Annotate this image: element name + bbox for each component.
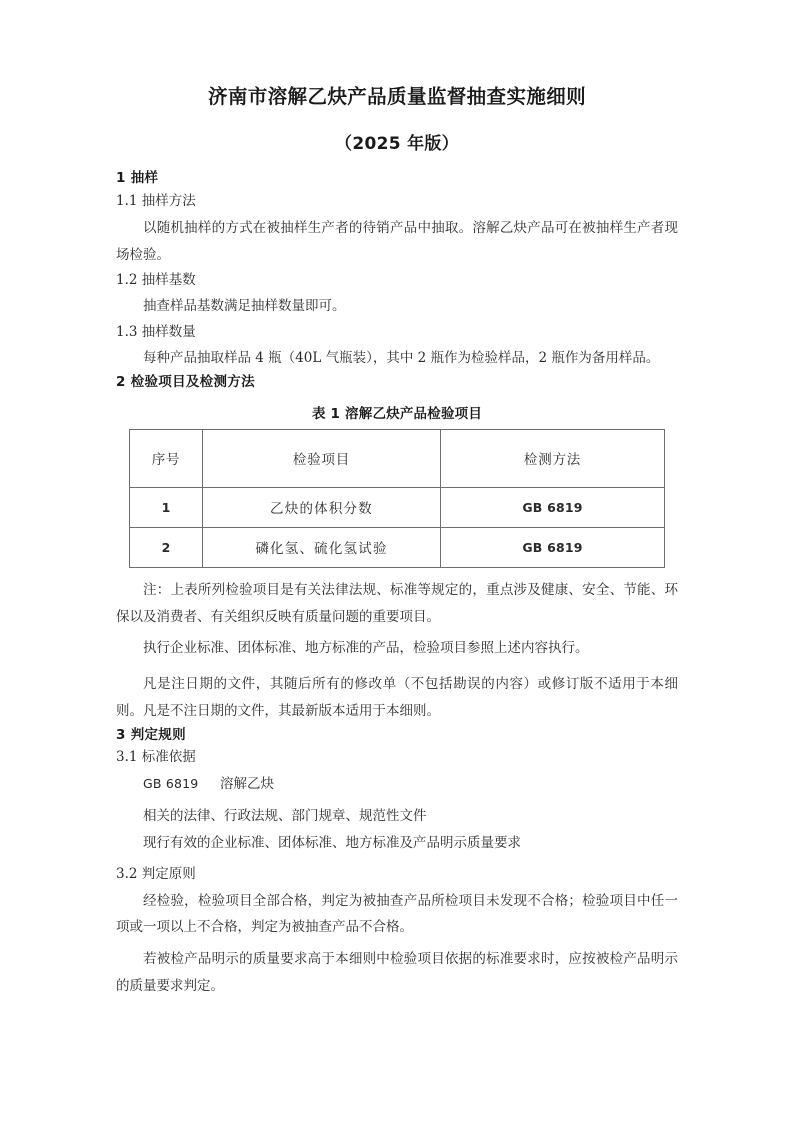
page-title: 济南市溶解乙炔产品质量监督抽查实施细则 — [207, 85, 587, 108]
table-header-row — [130, 429, 665, 487]
subsection-heading-sampling-base: 1.2 抽样基数 — [116, 272, 196, 289]
table-cell-item: 乙炔的体积分数 — [203, 487, 441, 527]
paragraph-enterprise-standard-note: 执行企业标准、团体标准、地方标准的产品，检验项目参照上述内容执行。 — [143, 640, 589, 657]
table-cell-index: 1 — [130, 487, 203, 527]
section-heading-sampling: 1 抽样 — [116, 170, 159, 187]
paragraph-sampling-base: 抽查样品基数满足抽样数量即可。 — [143, 297, 346, 314]
table-header-cell-index: 序号 — [130, 429, 203, 487]
spacer — [116, 154, 678, 168]
table-cell-method: GB 6819 — [441, 487, 665, 527]
basis-line-laws: 相关的法律、行政法规、部门规章、规范性文件 — [143, 808, 427, 825]
basis-line-standards: 现行有效的企业标准、团体标准、地方标准及产品明示质量要求 — [143, 835, 521, 852]
table-cell-index: 2 — [130, 527, 203, 567]
page-subtitle: （2025 年版） — [335, 134, 459, 155]
paragraph-judgment-principle-1: 经检验，检验项目全部合格，判定为被抽查产品所检项目未发现不合格；检验项目中任一项或一项以上不合格，判定为被抽查产品不合格。 — [116, 892, 678, 936]
subsection-heading-judgment-principle: 3.2 判定原则 — [116, 866, 196, 883]
standard-reference-line — [116, 771, 678, 798]
table-header-cell-method: 检测方法 — [441, 429, 665, 487]
subsection-heading-standard-basis: 3.1 标准依据 — [116, 749, 196, 766]
table-row — [130, 527, 665, 567]
paragraph-sampling-quantity: 每种产品抽取样品 4 瓶（40L 气瓶装），其中 2 瓶作为检验样品，2 瓶作为备用样品。 — [143, 350, 660, 367]
subsection-heading-sampling-quantity: 1.3 抽样数量 — [116, 323, 196, 340]
inspection-items-table — [129, 429, 665, 568]
inspection-table-wrapper — [116, 429, 678, 568]
table-caption: 表 1 溶解乙炔产品检验项目 — [311, 405, 483, 422]
table-header-cell-item: 检验项目 — [203, 429, 441, 487]
paragraph-dated-document-note: 凡是注日期的文件，其随后所有的修改单（不包括勘误的内容）或修订版不适用于本细则。凡是不注日期的文件，其最新版本适用于本细则。 — [116, 676, 678, 719]
standard-code: GB 6819 — [143, 776, 199, 792]
paragraph-table-note: 注：上表所列检验项目是有关法律法规、标准等规定的，重点涉及健康、安全、节能、环保以及消费者、有关组织反映有质量问题的重要项目。 — [116, 581, 678, 625]
table-row — [130, 487, 665, 527]
section-heading-inspection: 2 检验项目及检测方法 — [116, 373, 255, 390]
spacer — [116, 662, 678, 671]
table-cell-method: GB 6819 — [441, 527, 665, 567]
paragraph-judgment-principle-2: 若被检产品明示的质量要求高于本细则中检验项目依据的标准要求时，应按被检产品明示的质量要求判定。 — [116, 951, 678, 994]
standard-name: 溶解乙炔 — [220, 776, 275, 793]
spacer — [116, 568, 678, 577]
table-cell-item: 磷化氢、硫化氢试验 — [203, 527, 441, 567]
subsection-heading-sampling-method: 1.1 抽样方法 — [116, 193, 196, 210]
document-body — [116, 84, 678, 1000]
section-heading-judgment: 3 判定规则 — [116, 726, 186, 743]
paragraph-sampling-method: 以随机抽样的方式在被抽样生产者的待销产品中抽取。溶解乙炔产品可在被抽样生产者现场检验。 — [116, 219, 678, 263]
